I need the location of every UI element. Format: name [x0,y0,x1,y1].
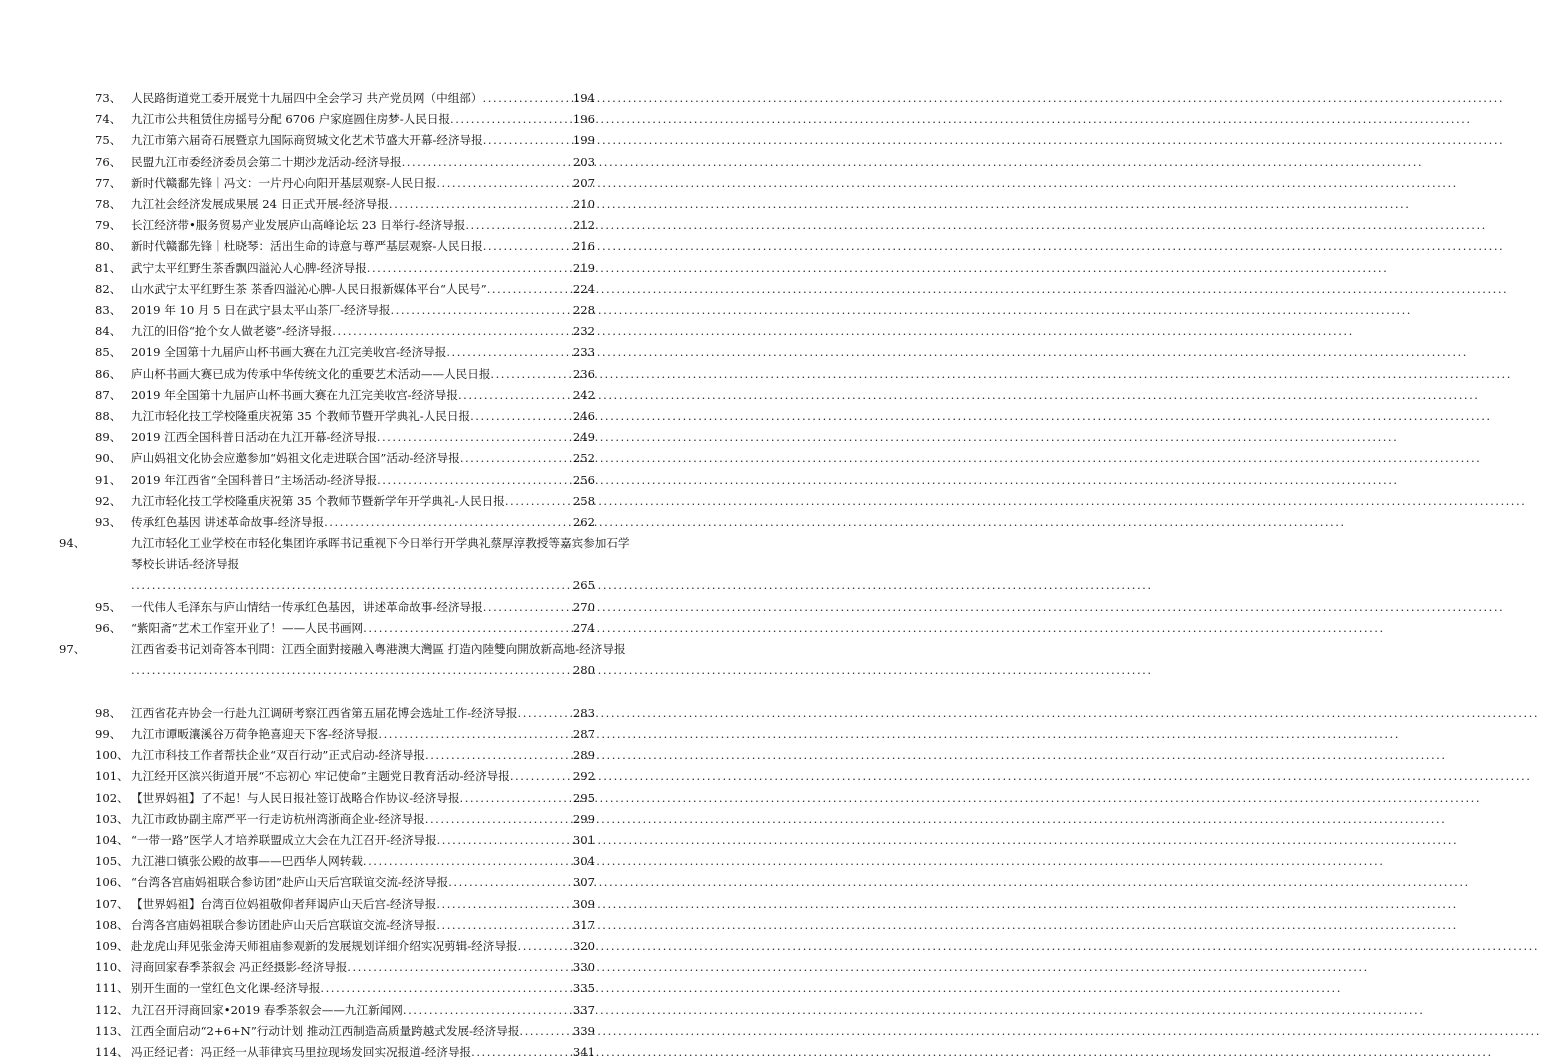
entry-number: 86、 [95,366,122,381]
toc-entry-row [95,618,595,639]
entry-number: 85、 [95,345,122,360]
toc-entry-row [95,872,595,893]
entry-title: “台湾各宫庙妈祖联合参访团”赴庐山天后宫联谊交流-经济导报 [131,875,449,890]
entry-page-number: 265 [572,578,595,593]
entry-page-number: 233 [572,345,595,360]
entry-number: 80、 [95,239,122,254]
entry-number: 97、 [59,642,86,657]
toc-entry-row [95,851,595,872]
entry-number: 107、 [95,896,129,911]
toc-entry-row [95,724,595,745]
dot-leader [377,427,571,448]
entry-title: 浔商回家春季茶叙会 冯正经摄影-经济导报 [131,960,348,975]
entry-title: 九江市谭畈瀼溪谷万荷争艳喜迎天下客-经济导报 [131,727,379,741]
entry-title: 2019 全国第十九届庐山杯书画大赛在九江完美收宫-经济导报 [131,345,447,360]
dot-leader [487,279,571,300]
dot-leader [436,915,571,936]
entry-number: 73、 [95,91,122,105]
entry-number: 82、 [95,281,122,296]
entry-title: 庐山杯书画大赛已成为传承中华传统文化的重要艺术活动——人民日报 [131,366,491,381]
entry-page-number: 339 [572,1023,595,1038]
dot-leader [518,936,571,957]
entry-title: 江西全面启动“2+6+N”行动计划 推动江西制造高质量跨越式发展-经济导报 [131,1023,520,1038]
toc-entry[interactable] [95,194,595,215]
toc-entry-row [95,173,595,194]
toc-entry-row [95,1000,595,1021]
dot-leader [378,724,570,745]
entry-page-number: 304 [572,854,595,869]
toc-entry[interactable] [95,724,595,745]
toc-entry[interactable] [95,1021,595,1042]
entry-title: 2019 年全国第十九届庐山杯书画大赛在九江完美收宫-经济导报 [131,387,458,402]
toc-entry[interactable] [95,364,595,385]
toc-entry-row [95,491,595,512]
entry-number: 76、 [95,154,122,169]
entry-title: 2019 年 10 月 5 日在武宁县太平山茶厂-经济导报 [131,303,391,317]
toc-entry-row [95,300,595,321]
toc-entry-row [95,703,595,724]
entry-page-number: 330 [572,960,595,975]
dot-leader [425,745,571,766]
toc-entry[interactable] [95,130,595,151]
entry-number: 101、 [95,769,129,784]
toc-entry[interactable] [95,830,595,851]
entry-title: “一带一路”医学人才培养联盟成立大会在九江召开-经济导报 [131,833,437,847]
toc-entry[interactable] [95,766,595,787]
toc-entry[interactable] [95,109,595,130]
toc-entry-row [95,236,595,257]
entry-title: 一代伟人毛泽东与庐山情结一传承红色基因，讲述革命故事-经济导报 [131,599,483,614]
toc-entry[interactable] [95,321,595,342]
toc-entry-row [95,512,595,533]
toc-entry[interactable] [95,258,595,279]
entry-number: 104、 [95,833,129,847]
toc-entry-row [95,130,595,151]
toc-entry-row [95,788,595,809]
dot-leader [483,236,571,257]
entry-page-number: 258 [572,493,595,508]
entry-page-number: 320 [572,939,595,953]
entry-number: 77、 [95,175,122,190]
entry-title: 【世界妈祖】了不起！与人民日报社签订战略合作协议-经济导报 [131,790,460,805]
entry-page-number: 232 [572,324,595,339]
toc-entry[interactable] [95,300,595,321]
entry-number: 75、 [95,133,122,148]
toc-entry-row [95,194,595,215]
dot-leader [347,957,571,978]
toc-entry-row [95,830,595,851]
entry-number: 90、 [95,451,122,466]
toc-entry[interactable] [59,639,626,681]
entry-title: 九江的旧俗“抢个女人做老婆”-经济导报 [131,324,333,339]
entry-page-number: 196 [572,112,595,127]
dot-leader [483,130,571,151]
dot-leader [519,1021,570,1042]
toc-entry[interactable] [95,279,595,300]
entry-title: 2019 年江西省“全国科普日”主场活动-经济导报 [131,472,378,487]
dot-leader [483,88,571,109]
toc-entry[interactable] [95,788,595,809]
entry-title: 别开生面的一堂红色文化课-经济导报 [131,981,321,996]
toc-entry-row [95,364,595,385]
dot-leader [363,618,571,639]
toc-entry[interactable] [95,957,595,978]
toc-entry-row [95,448,595,469]
dot-leader [460,448,571,469]
dot-leader [460,788,571,809]
entry-page-number: 219 [572,260,595,275]
dot-leader [510,766,571,787]
toc-entry-row [95,766,595,787]
toc-entry-row [95,936,595,957]
dot-leader [450,109,571,130]
toc-entry[interactable] [95,88,595,109]
dot-leader [425,809,571,830]
entry-number: 114、 [95,1045,129,1059]
toc-entry-row [95,957,595,978]
entry-page-number: 287 [572,727,595,741]
entry-number: 110、 [95,960,129,975]
entry-page-number: 252 [572,451,595,466]
entry-page-number: 337 [572,1002,595,1017]
entry-number: 100、 [95,748,129,763]
entry-number: 95、 [95,599,122,614]
dot-leader [332,321,571,342]
toc-entry-row [95,597,595,618]
entry-title: 新时代赣鄱先锋｜杜晓琴：活出生命的诗意与尊严基层观察-人民日报 [131,239,483,254]
entry-page-number: 309 [572,896,595,911]
toc-entry-row [95,1021,595,1042]
dot-leader [436,894,571,915]
dot-leader [390,300,570,321]
entry-page-number: 194 [572,91,595,105]
entry-number: 81、 [95,260,122,275]
toc-entry-row [95,88,595,109]
entry-title: 九江经开区滨兴街道开展“不忘初心 牢记使命”主题党日教育活动-经济导报 [131,769,510,784]
entry-number: 113、 [95,1023,129,1038]
entry-number: 111、 [95,981,129,996]
toc-entry[interactable] [95,1000,595,1021]
dot-leader [320,978,570,999]
toc-entry-row [95,258,595,279]
toc-entry-row [95,215,595,236]
toc-entry-row [95,385,595,406]
toc-entry[interactable] [95,851,595,872]
dot-leader [471,1042,571,1063]
toc-entry-row [95,1042,595,1063]
dot-leader [458,385,571,406]
entry-page-number: 274 [572,621,595,635]
entry-number: 102、 [95,790,129,805]
dot-leader [403,1000,571,1021]
dot-leader [367,258,571,279]
entry-page-number: 249 [572,430,595,445]
entry-number: 78、 [95,197,122,211]
dot-leader [448,872,571,893]
entry-title-block [59,639,631,660]
entry-page-number: 299 [572,811,595,826]
entry-number: 108、 [95,917,129,932]
entry-number: 93、 [95,515,122,529]
entry-page-number: 335 [572,981,595,996]
entry-title: 民盟九江市委经济委员会第二十期沙龙活动-经济导报 [131,154,402,169]
entry-title: 【世界妈祖】台湾百位妈祖敬仰者拜谒庐山天后宫-经济导报 [131,896,437,911]
toc-entry-row [95,109,595,130]
entry-page-number: 301 [572,833,595,847]
entry-title: 人民路街道党工委开展党十九届四中全会学习 共产党员网（中组部） [131,91,483,105]
entry-page-number: 270 [572,599,595,614]
entry-number: 74、 [95,112,122,127]
entry-page-number: 289 [572,748,595,763]
entry-title: 九江市第六届奇石展暨京九国际商贸城文化艺术节盛大开幕-经济导报 [131,133,483,148]
toc-entry[interactable] [95,894,595,915]
entry-page-number: 283 [572,705,595,720]
toc-entry[interactable] [95,872,595,893]
dot-leader [436,173,571,194]
entry-page-number: 295 [572,790,595,805]
dot-leader [363,851,571,872]
dot-leader [518,703,571,724]
entry-title: 赴龙虎山拜见张金涛天师祖庙参观新的发展规划详细介绍实况剪辑-经济导报 [131,939,518,953]
toc-entry-row [95,342,595,363]
entry-title: 台湾各宫庙妈祖联合参访团赴庐山天后宫联谊交流-经济导报 [131,917,437,932]
entry-title: 江西省花卉协会一行赴九江调研考察江西省第五届花博会选址工作-经济导报 [131,705,518,720]
entry-number: 98、 [95,705,122,720]
dot-leader [389,194,571,215]
dot-leader [131,660,571,681]
entry-number: 92、 [95,493,122,508]
entry-number: 83、 [95,303,122,317]
toc-entry-row [95,915,595,936]
toc-entry-row [95,745,595,766]
entry-page-number: 307 [572,875,595,890]
entry-title: 新时代赣鄱先锋｜冯文：一片丹心向阳开基层观察-人民日报 [131,175,437,190]
entry-title: 长江经济带•服务贸易产业发展庐山高峰论坛 23 日举行-经济导报 [131,218,466,233]
entry-leader-line [95,660,595,681]
entry-number: 99、 [95,727,122,741]
entry-page-number: 228 [572,303,595,317]
toc-entry[interactable] [95,1042,595,1063]
entry-title: “紫阳斋”艺术工作室开业了！——人民书画网 [131,621,364,635]
entry-number: 112、 [95,1002,129,1017]
table-of-contents [0,0,700,1059]
toc-entry[interactable] [95,703,595,724]
entry-title: 九江召开浔商回家•2019 春季茶叙会——九江新闻网 [131,1002,403,1017]
toc-entry[interactable] [95,491,595,512]
entry-title: 山水武宁太平红野生茶 茶香四溢沁心脾-人民日报新媒体平台“人民号” [131,281,487,296]
entry-page-number: 199 [572,133,595,148]
toc-entry[interactable] [95,915,595,936]
dot-leader [446,342,570,363]
entry-page-number: 341 [572,1045,595,1059]
toc-entry[interactable] [95,406,595,427]
toc-entry[interactable] [59,533,630,596]
dot-leader [470,406,571,427]
toc-entry[interactable] [95,215,595,236]
toc-entry[interactable] [95,385,595,406]
toc-entry-row [95,406,595,427]
entry-number: 79、 [95,218,122,233]
entry-page-number: 317 [572,917,595,932]
entry-page-number: 280 [572,663,595,678]
entry-leader-line [95,575,595,596]
entry-title: 江西省委书记刘奇答本刊問：江西全面對接融入粵港澳大灣區 打造內陸雙向開放新高地-经济导报 [131,642,626,657]
entry-number: 87、 [95,387,122,402]
dot-leader [483,597,571,618]
dot-leader [402,152,571,173]
toc-entry[interactable] [95,448,595,469]
toc-entry-row [95,279,595,300]
toc-entry-row [95,321,595,342]
entry-title: 九江港口镇张公殿的故事——巴西华人网转载 [131,854,363,869]
entry-number: 106、 [95,875,129,890]
dot-leader [505,491,571,512]
entry-number: 94、 [59,536,86,551]
entry-number: 96、 [95,621,122,635]
entry-title: 九江市政协副主席严平一行走访杭州湾浙商企业-经济导报 [131,811,425,826]
entry-page-number: 216 [572,239,595,254]
toc-entry[interactable] [95,512,595,533]
entry-page-number: 246 [572,409,595,423]
toc-entry-row [95,894,595,915]
dot-leader [377,470,571,491]
entry-title: 庐山妈祖文化协会应邀参加“妈祖文化走进联合国”活动-经济导报 [131,451,460,466]
toc-entry[interactable] [95,470,595,491]
entry-page-number: 256 [572,472,595,487]
toc-entry[interactable] [95,173,595,194]
entry-title: 九江市轻化工业学校在市轻化集团许承晖书记重视下今日举行开学典礼蔡厚淳教授等嘉宾参加石学琴校长讲话-经济导报 [131,536,630,572]
toc-entry-row [95,152,595,173]
toc-entry[interactable] [95,236,595,257]
entry-title: 武宁太平红野生茶香飘四溢沁人心脾-经济导报 [131,260,367,275]
toc-entry[interactable] [95,152,595,173]
toc-entry[interactable] [95,809,595,830]
entry-number: 91、 [95,472,122,487]
entry-number: 89、 [95,430,122,445]
entry-title: 九江市轻化技工学校隆重庆祝第 35 个教师节暨新学年开学典礼-人民日报 [131,493,505,508]
entry-title: 九江市科技工作者帮扶企业“双百行动”正式启动-经济导报 [131,748,426,763]
toc-entry[interactable] [95,618,595,639]
entry-number: 103、 [95,811,129,826]
entry-title: 九江市公共租赁住房摇号分配 6706 户家庭圆住房梦-人民日报 [131,112,451,127]
entry-page-number: 262 [572,515,595,529]
toc-entry-row [95,978,595,999]
toc-entry[interactable] [95,745,595,766]
toc-entry[interactable] [95,597,595,618]
toc-entry[interactable] [95,978,595,999]
entry-number: 88、 [95,409,122,423]
entry-title: 冯正经记者：冯正经一从菲律宾马里拉现场发回实况报道-经济导报 [131,1045,472,1059]
toc-entry[interactable] [95,936,595,957]
entry-title-block [59,533,631,575]
toc-entry[interactable] [95,427,595,448]
toc-entry-row [95,809,595,830]
entry-title: 九江市轻化技工学校隆重庆祝第 35 个教师节暨开学典礼-人民日报 [131,409,471,423]
entry-page-number: 292 [572,769,595,784]
entry-page-number: 224 [572,281,595,296]
entry-page-number: 242 [572,387,595,402]
dot-leader [131,575,571,596]
entry-page-number: 236 [572,366,595,381]
entry-page-number: 207 [572,175,595,190]
entry-page-number: 203 [572,154,595,169]
entry-page-number: 210 [572,197,595,211]
dot-leader [324,512,571,533]
entry-number: 109、 [95,939,129,953]
document-page [0,0,700,1059]
entry-number: 105、 [95,854,129,869]
dot-leader [465,215,571,236]
entry-page-number: 212 [572,218,595,233]
dot-leader [490,364,570,385]
toc-entry[interactable] [95,342,595,363]
entry-number: 84、 [95,324,122,339]
entry-title: 传承红色基因 讲述革命故事-经济导报 [131,515,325,529]
toc-entry-row [95,470,595,491]
entry-title: 2019 江西全国科普日活动在九江开幕-经济导报 [131,430,377,445]
entry-title: 九江社会经济发展成果展 24 日正式开展-经济导报 [131,197,389,211]
dot-leader [437,830,571,851]
toc-entry-row [95,427,595,448]
